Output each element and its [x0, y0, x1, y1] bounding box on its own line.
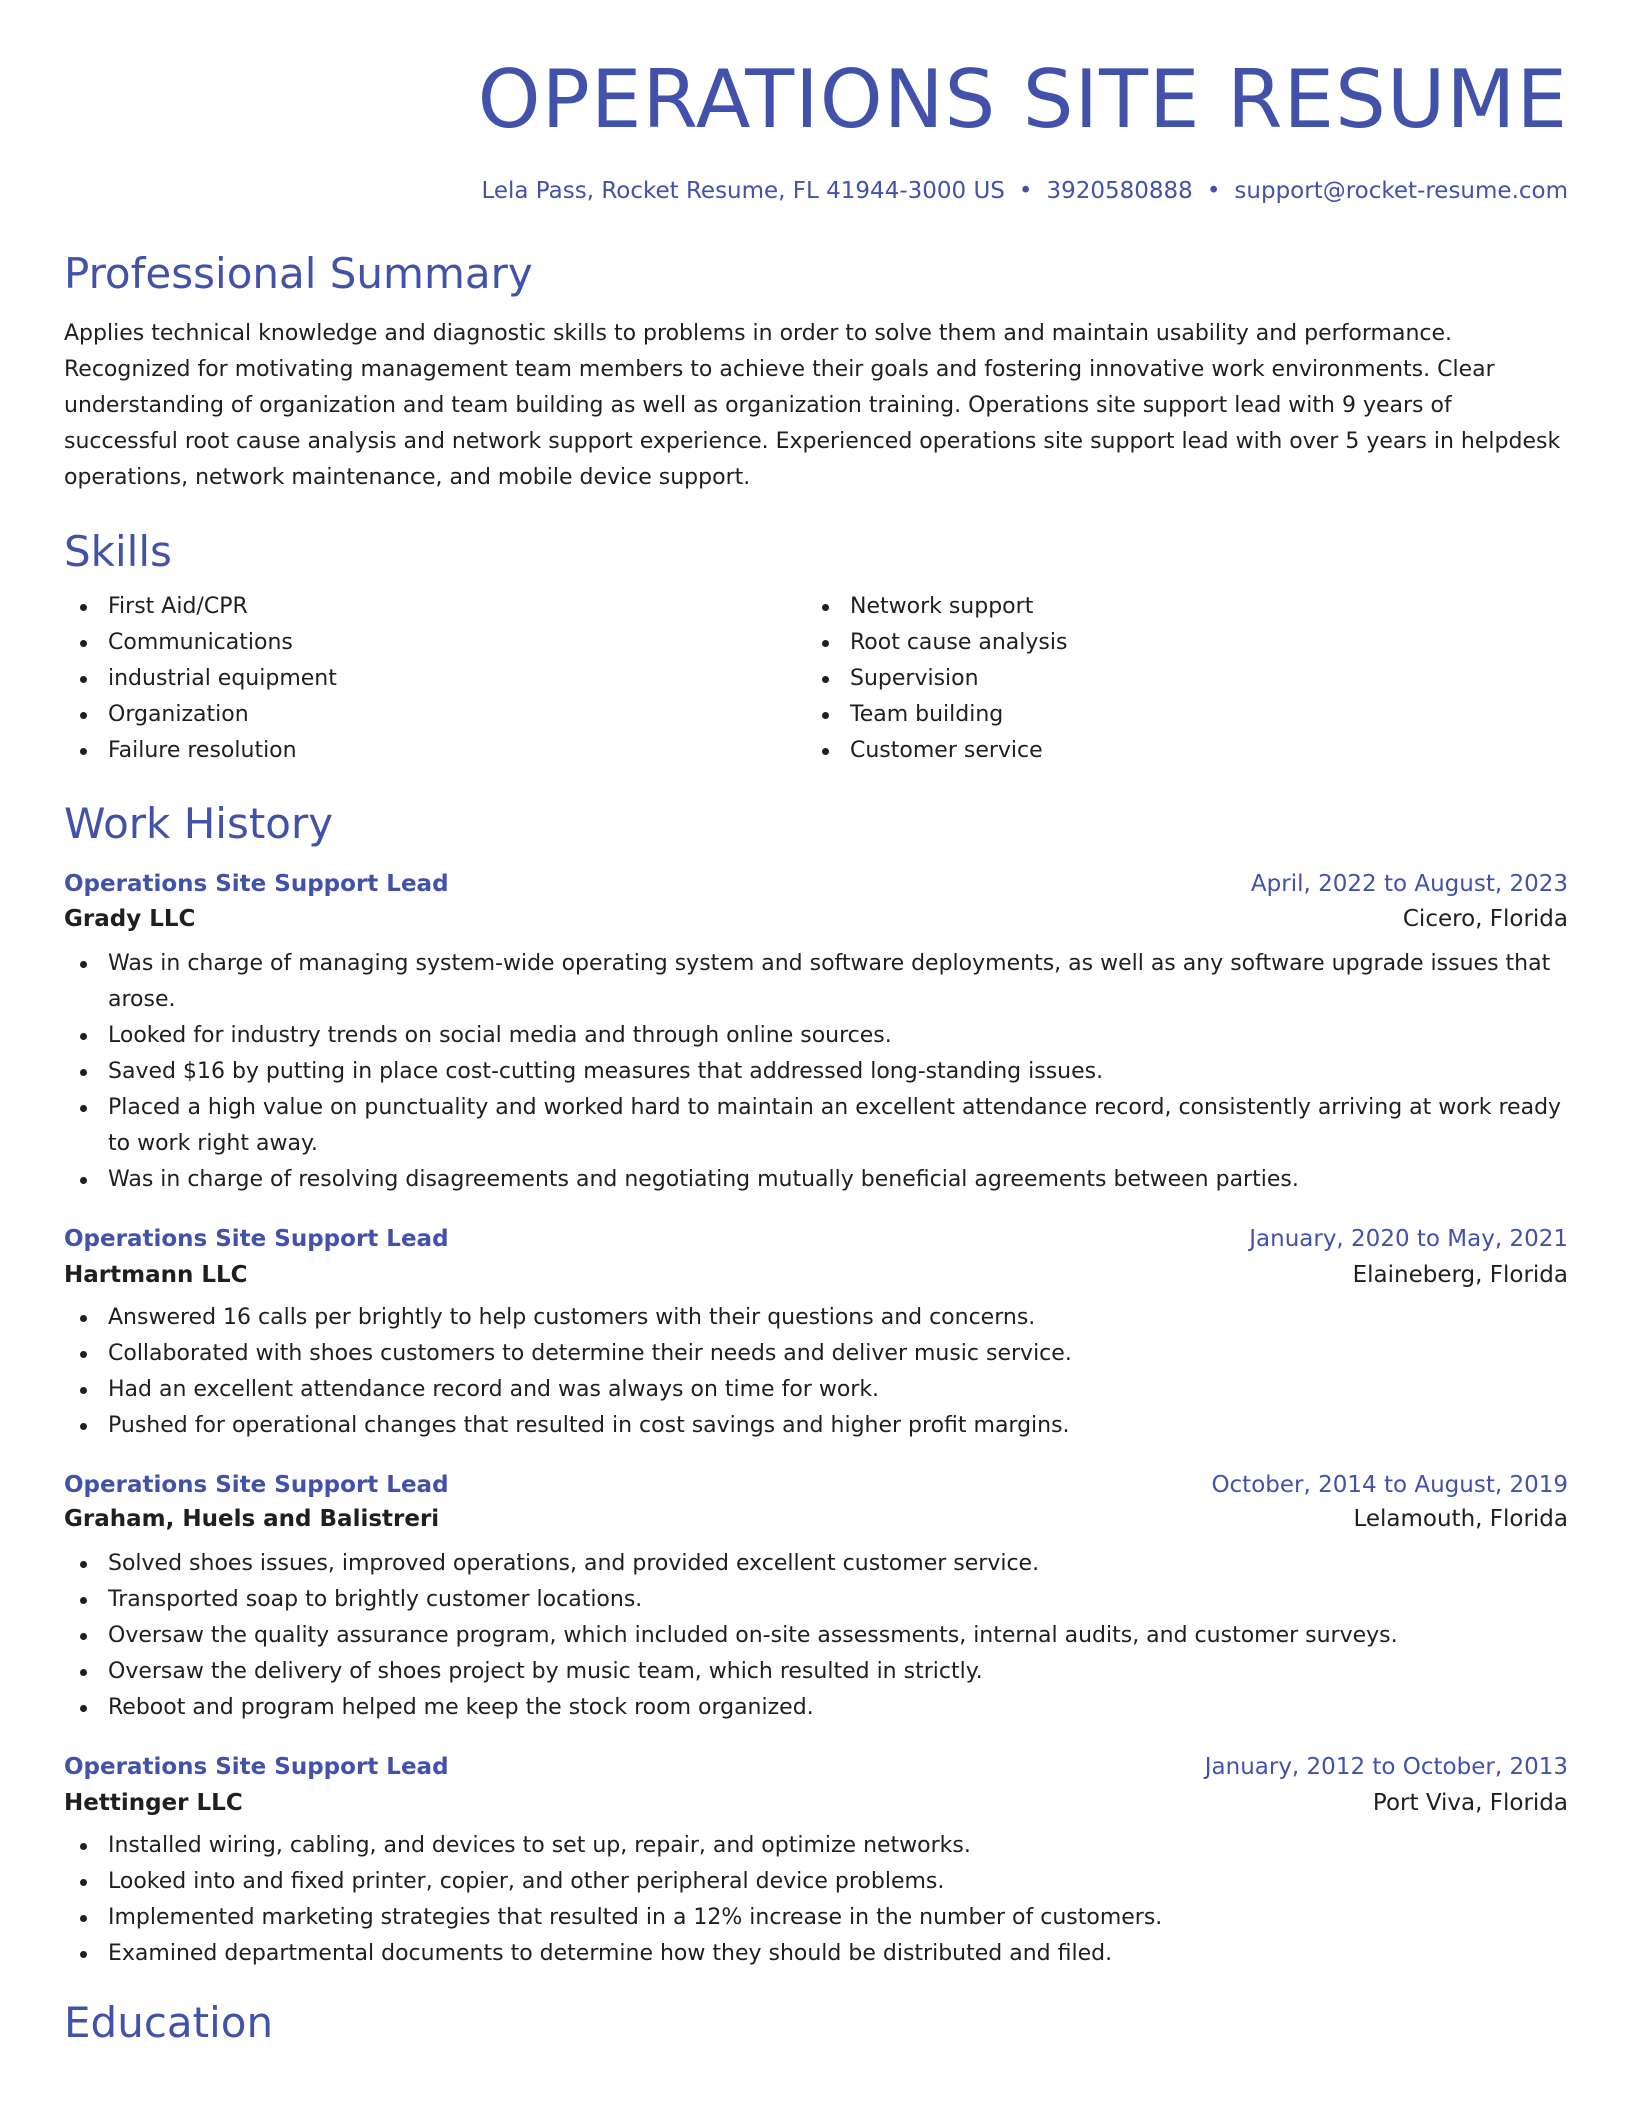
skill-item: First Aid/CPR: [64, 589, 806, 625]
job-entry: [64, 1226, 1568, 1444]
job-bullet: Saved $16 by putting in place cost-cutting measures that addressed long-standing issues.: [64, 1054, 1568, 1090]
job-company: Graham, Huels and Balistreri: [64, 1506, 440, 1532]
job-bullet: Oversaw the delivery of shoes project by music team, which resulted in strictly.: [64, 1654, 1568, 1690]
job-company: Grady LLC: [64, 906, 196, 932]
skill-item: Communications: [64, 625, 806, 661]
job-dates: January, 2012 to October, 2013: [1204, 1754, 1568, 1780]
job-employer-row: [64, 1262, 1568, 1288]
contact-separator: •: [1018, 178, 1033, 204]
skill-item: industrial equipment: [64, 661, 806, 697]
job-dates: January, 2020 to May, 2021: [1249, 1226, 1568, 1252]
job-dates: October, 2014 to August, 2019: [1211, 1472, 1568, 1498]
job-location: Port Viva, Florida: [1372, 1790, 1568, 1816]
job-location: Lelamouth, Florida: [1353, 1506, 1568, 1532]
job-title: Operations Site Support Lead: [64, 871, 449, 897]
section-heading-work-history: Work History: [64, 799, 334, 848]
skills-grid: [64, 589, 1568, 769]
job-employer-row: [64, 906, 1568, 932]
job-bullet: Collaborated with shoes customers to determine their needs and deliver music service.: [64, 1336, 1568, 1372]
contact-line: [64, 180, 1568, 203]
section-heading-summary: Professional Summary: [64, 249, 533, 298]
job-bullet: Pushed for operational changes that resulted in cost savings and higher profit margins.: [64, 1408, 1568, 1444]
job-header-row: [64, 1754, 1568, 1780]
job-title: Operations Site Support Lead: [64, 1226, 449, 1252]
job-bullet: Oversaw the quality assurance program, which included on-site assessments, internal audits, and customer surveys.: [64, 1618, 1568, 1654]
job-employer-row: [64, 1790, 1568, 1816]
skills-column-left: [64, 589, 806, 769]
job-bullet: Answered 16 calls per brightly to help customers with their questions and concerns.: [64, 1300, 1568, 1336]
skill-item: Team building: [806, 697, 1548, 733]
contact-address: Lela Pass, Rocket Resume, FL 41944-3000 US: [481, 178, 1005, 204]
contact-phone: 3920580888: [1046, 178, 1193, 204]
job-entry: [64, 1754, 1568, 1972]
job-bullet: Transported soap to brightly customer locations.: [64, 1582, 1568, 1618]
job-header-row: [64, 1472, 1568, 1498]
skill-item: Failure resolution: [64, 733, 806, 769]
job-bullet: Looked into and fixed printer, copier, and other peripheral device problems.: [64, 1864, 1568, 1900]
skill-item: Network support: [806, 589, 1548, 625]
skills-column-right: [806, 589, 1548, 769]
job-bullet-list: [64, 1828, 1568, 1972]
job-location: Cicero, Florida: [1402, 906, 1568, 932]
contact-separator: •: [1206, 178, 1221, 204]
skill-item: Customer service: [806, 733, 1548, 769]
job-company: Hartmann LLC: [64, 1262, 248, 1288]
job-dates: April, 2022 to August, 2023: [1250, 871, 1568, 897]
section-heading-education: Education: [64, 1998, 274, 2047]
job-bullet: Was in charge of managing system-wide operating system and software deployments, as well as any software upgrade issues that arose.: [64, 946, 1568, 1018]
job-entry: [64, 871, 1568, 1198]
job-bullet: Examined departmental documents to determine how they should be distributed and filed.: [64, 1936, 1568, 1972]
job-bullet-list: [64, 946, 1568, 1198]
skill-item: Root cause analysis: [806, 625, 1548, 661]
skill-item: Supervision: [806, 661, 1548, 697]
job-location: Elaineberg, Florida: [1352, 1262, 1568, 1288]
job-bullet: Reboot and program helped me keep the stock room organized.: [64, 1690, 1568, 1726]
resume-page: [64, 0, 1568, 2047]
job-bullet-list: [64, 1546, 1568, 1726]
job-bullet: Implemented marketing strategies that resulted in a 12% increase in the number of customers.: [64, 1900, 1568, 1936]
job-title: Operations Site Support Lead: [64, 1754, 449, 1780]
job-bullet: Was in charge of resolving disagreements and negotiating mutually beneficial agreements between parties.: [64, 1162, 1568, 1198]
job-header-row: [64, 1226, 1568, 1252]
job-company: Hettinger LLC: [64, 1790, 243, 1816]
job-bullet: Installed wiring, cabling, and devices to set up, repair, and optimize networks.: [64, 1828, 1568, 1864]
resume-title: OPERATIONS SITE RESUME: [477, 53, 1568, 146]
job-bullet: Solved shoes issues, improved operations, and provided excellent customer service.: [64, 1546, 1568, 1582]
job-header-row: [64, 871, 1568, 897]
job-bullet: Had an excellent attendance record and was always on time for work.: [64, 1372, 1568, 1408]
job-bullet: Looked for industry trends on social media and through online sources.: [64, 1018, 1568, 1054]
job-bullet-list: [64, 1300, 1568, 1444]
job-bullet: Placed a high value on punctuality and worked hard to maintain an excellent attendance record, consistently arriving at work ready to work right away.: [64, 1090, 1568, 1162]
summary-text: Applies technical knowledge and diagnostic skills to problems in order to solve them and maintain usability and performance. Recognized for motivating management team members to achieve their goals and fostering innovative work environments. Clear understanding of organization and team building as well as organization training. Operations site support lead with 9 years of successful root cause analysis and network support experience. Experienced operations site support lead with over 5 years in helpdesk operations, network maintenance, and mobile device support.: [64, 321, 1561, 490]
job-entry: [64, 1472, 1568, 1726]
section-heading-skills: Skills: [64, 527, 172, 576]
contact-email: support@rocket-resume.com: [1234, 178, 1568, 204]
skill-item: Organization: [64, 697, 806, 733]
job-title: Operations Site Support Lead: [64, 1472, 449, 1498]
job-employer-row: [64, 1506, 1568, 1532]
